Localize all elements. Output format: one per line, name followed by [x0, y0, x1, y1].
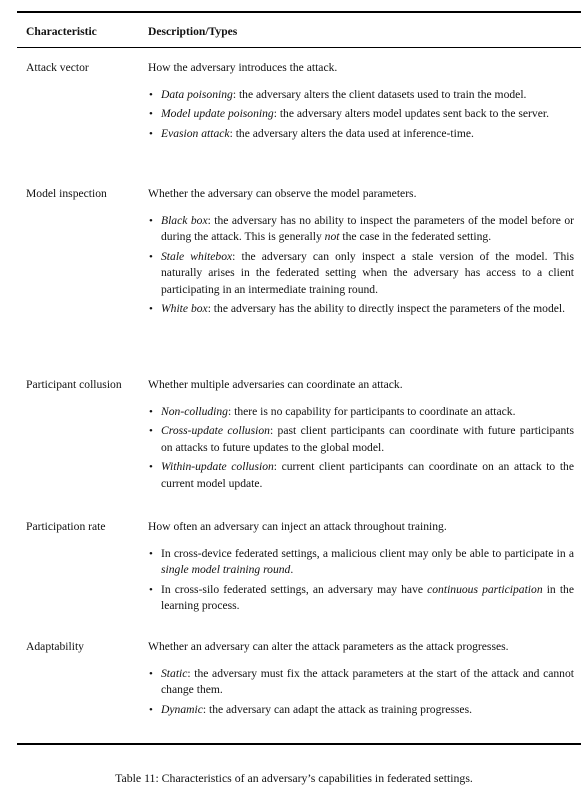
bullet-icon: • — [149, 703, 153, 716]
row-participation-rate-name: Participation rate — [26, 520, 106, 533]
table-header-rule — [17, 47, 581, 48]
bullet-icon: • — [149, 583, 153, 596]
list-item: • Within-update collusion: current client participants can coordinate on an attack to the current model update. — [149, 460, 574, 490]
row-model-inspection-name: Model inspection — [26, 187, 107, 200]
list-item: • White box: the adversary has the ability to directly inspect the parameters of the model. — [148, 301, 574, 318]
bullet-icon: • — [149, 405, 153, 418]
bullet-icon: • — [149, 425, 153, 437]
row-summary: How often an adversary can inject an attack throughout training. — [148, 520, 447, 533]
list-item: • Black box: the adversary has no ability to inspect the parameters of the model before or during the attack. This is generally not the case in the federated setting. — [149, 213, 575, 243]
row-attack-vector-desc — [148, 60, 574, 142]
row-summary: Whether multiple adversaries can coordinate an attack. — [148, 378, 403, 391]
bullet-icon: • — [149, 127, 153, 140]
list-item: • Dynamic: the adversary can adapt the attack as training progresses. — [148, 702, 574, 719]
bullet-icon: • — [149, 667, 153, 680]
table-bottom-rule — [17, 743, 581, 745]
list-item: • Data poisoning: the adversary alters the client datasets used to train the model. — [148, 87, 574, 104]
row-model-inspection-desc — [148, 186, 574, 318]
row-participant-collusion-name: Participant collusion — [26, 378, 122, 391]
row-summary: How the adversary introduces the attack. — [148, 61, 338, 74]
bullet-icon: • — [149, 214, 153, 227]
bullet-icon: • — [149, 461, 153, 473]
list-item: • In cross-silo federated settings, an adversary may have continuous participation in the learning process. — [149, 582, 574, 612]
list-item: • Non-colluding: there is no capability for participants to coordinate an attack. — [148, 404, 574, 421]
bullet-icon: • — [149, 250, 153, 263]
list-item: • Stale whitebox: the adversary can only inspect a stale version of the model. This naturally arises in the federated setting when the adversary has access to a client participating in an intermediate training round. — [149, 249, 574, 296]
table-top-rule — [17, 11, 581, 13]
bullet-icon: • — [149, 108, 153, 120]
list-item: • Cross-update collusion: past client participants can coordinate with future participants on attacks to future updates to the global model. — [149, 424, 574, 454]
header-description: Description/Types — [148, 25, 238, 38]
bullet-icon: • — [149, 547, 153, 560]
row-participation-rate-desc — [148, 519, 574, 615]
row-participant-collusion-desc — [148, 377, 574, 492]
bullet-icon: • — [149, 303, 153, 315]
list-item: • Evasion attack: the adversary alters the data used at inference-time. — [148, 126, 574, 143]
table-caption: Table 11: Characteristics of an adversary’s capabilities in federated settings. — [115, 771, 473, 785]
row-adaptability-name: Adaptability — [26, 640, 84, 653]
list-item: • Model update poisoning: the adversary alters model updates sent back to the server. — [148, 106, 574, 123]
row-summary: Whether an adversary can alter the attack parameters as the attack progresses. — [148, 640, 509, 653]
list-item: • In cross-device federated settings, a malicious client may only be able to participate in a single model training round. — [149, 546, 574, 576]
row-summary: Whether the adversary can observe the model parameters. — [148, 187, 417, 200]
bullet-icon: • — [149, 88, 153, 101]
row-adaptability-desc — [148, 639, 574, 718]
header-characteristic: Characteristic — [26, 25, 97, 38]
list-item: • Static: the adversary must fix the attack parameters at the start of the attack and cannot change them. — [149, 666, 574, 696]
row-attack-vector-name: Attack vector — [26, 61, 89, 74]
